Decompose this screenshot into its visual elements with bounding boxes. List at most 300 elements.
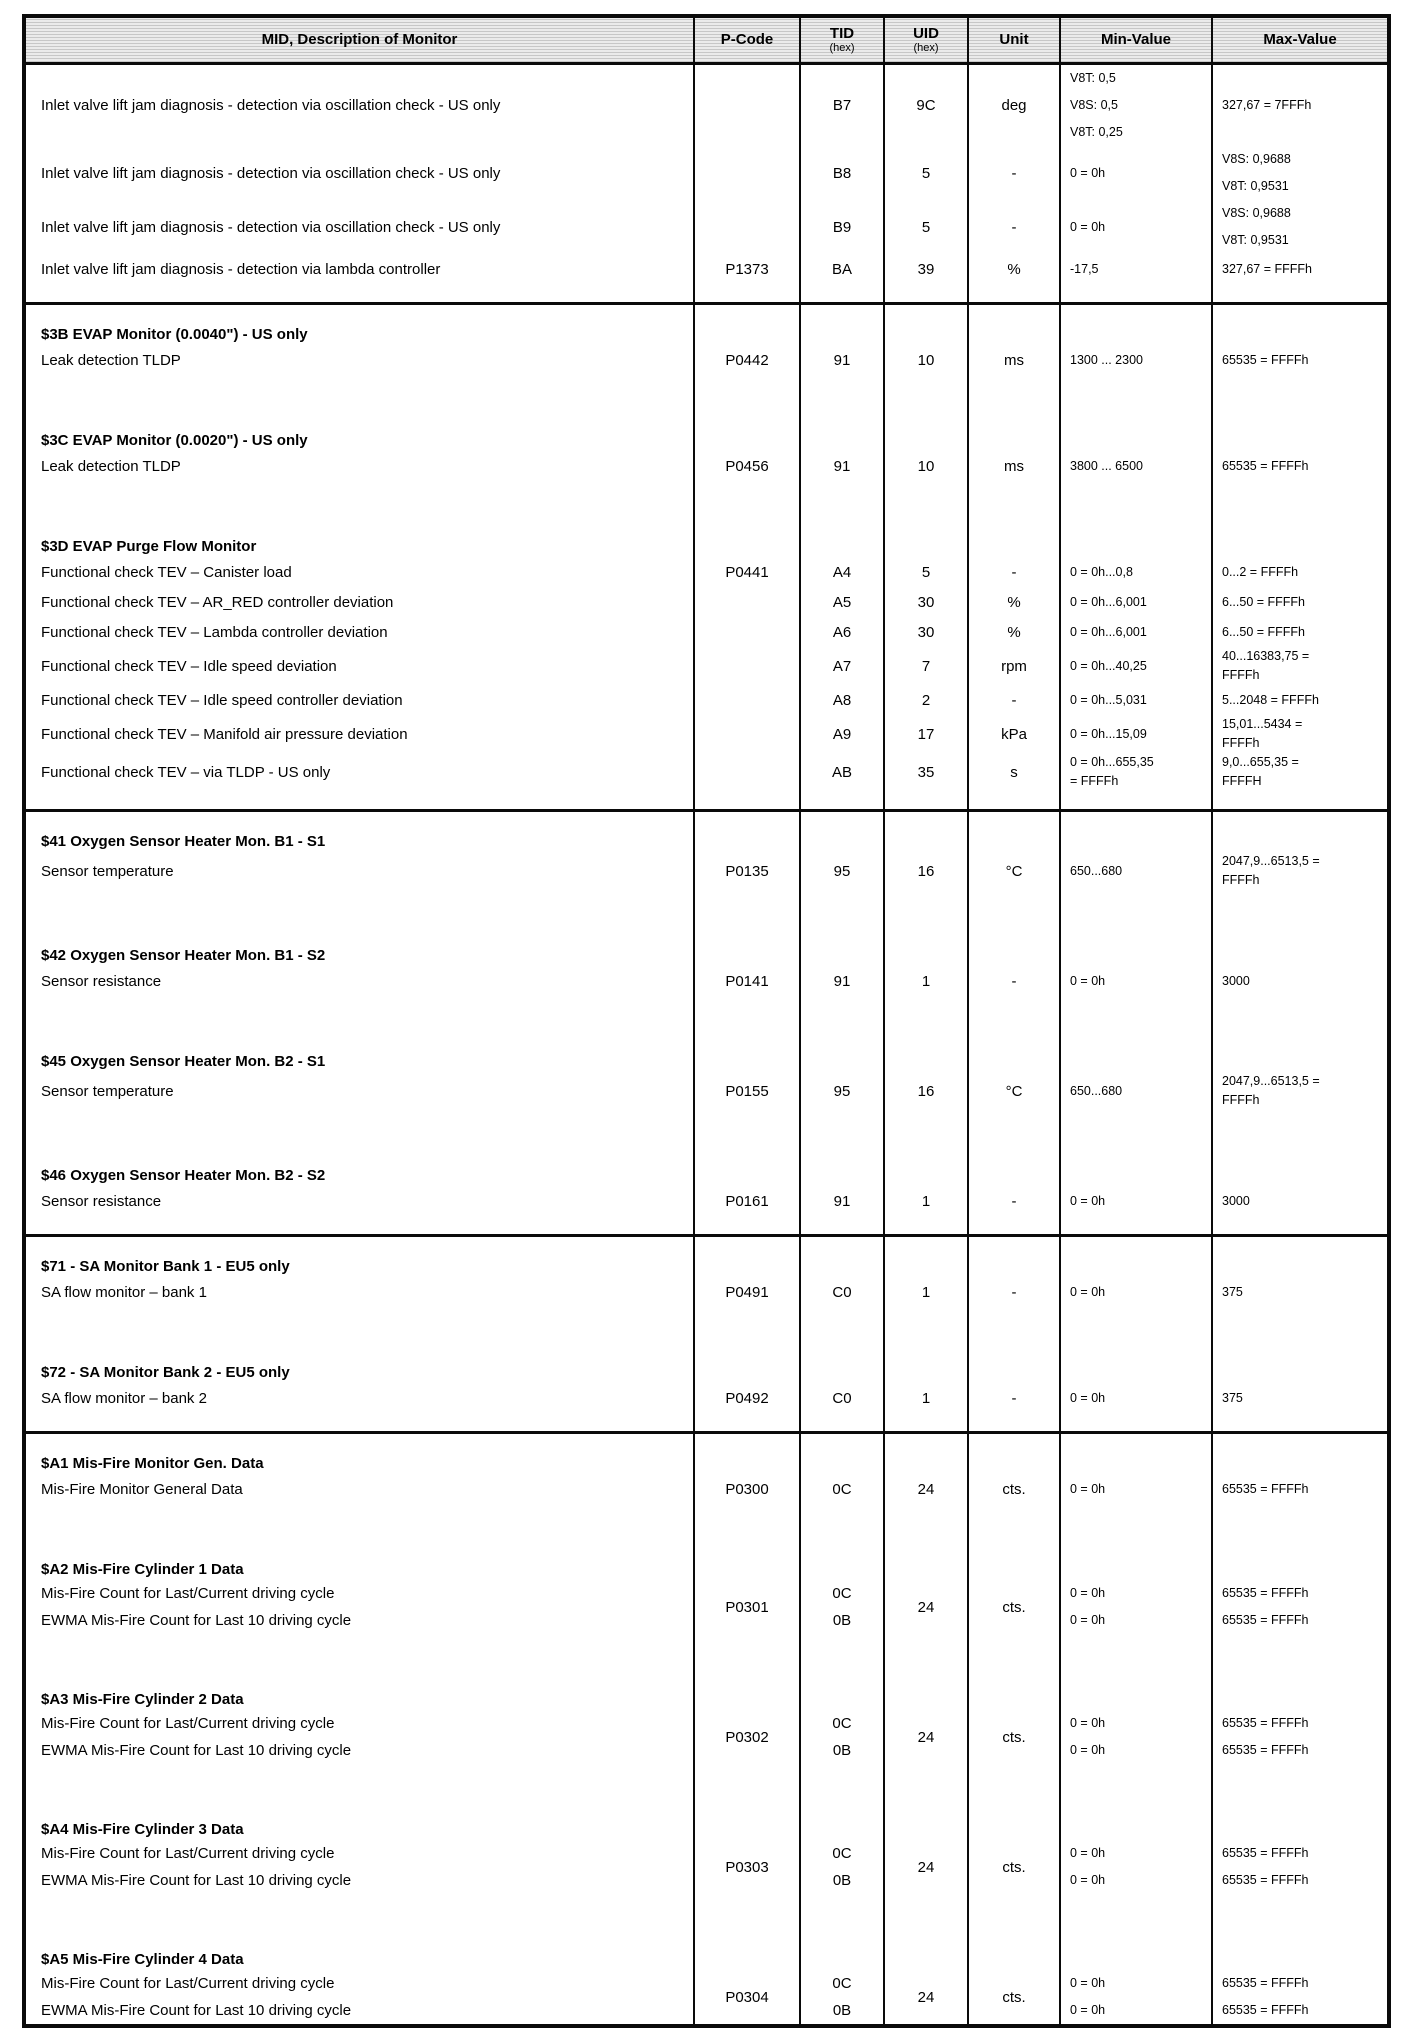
cell-pcode [694,146,800,200]
cell-max [1212,1504,1389,1540]
spacer-row [24,1216,1389,1236]
table-row [24,200,1389,254]
cell-line: Functional check TEV – Lambda controller deviation [41,623,388,641]
cell-min [1060,890,1212,926]
cell-tid [800,1343,884,1383]
cell-uid [884,1277,968,1307]
cell-min [1060,1840,1212,1894]
cell-uid [884,254,968,284]
table-row [24,345,1389,375]
col-header-description [24,16,694,64]
cell-line: A4 [832,563,852,581]
cell-line: 3000 [1222,973,1250,988]
table-row [24,966,1389,996]
cell-line: 24 [917,1988,935,2006]
cell-desc [24,1504,694,1540]
cell-min [1060,1970,1212,2026]
cell-min [1060,200,1212,254]
section-title: $45 Oxygen Sensor Heater Mon. B2 - S1 [41,1053,326,1070]
cell-tid [800,1474,884,1504]
cell-desc [24,647,694,685]
cell-line: 65535 = FFFFh [1222,458,1309,473]
cell-line: 375 [1222,1284,1243,1299]
cell-tid [800,1307,884,1343]
cell-uid [884,1186,968,1216]
section-title: $A3 Mis-Fire Cylinder 2 Data [41,1691,244,1708]
section-title: $72 - SA Monitor Bank 2 - EU5 only [41,1364,290,1381]
cell-max [1212,1764,1389,1800]
section-title: $A1 Mis-Fire Monitor Gen. Data [41,1455,264,1472]
cell-line: 1300 ... 2300 [1070,352,1143,367]
cell-pcode [694,1764,800,1800]
cell-unit [968,617,1060,647]
spacer-row [24,481,1389,517]
cell-line: 650...680 [1070,1083,1123,1098]
cell-uid [884,345,968,375]
cell-max [1212,1800,1389,1840]
cell-max [1212,557,1389,587]
cell-line: 30 [917,593,935,611]
cell-line: Mis-Fire Count for Last/Current driving cycle [41,1975,335,1992]
cell-max [1212,1236,1389,1278]
cell-tid [800,890,884,926]
section-title: $3D EVAP Purge Flow Monitor [41,538,257,555]
cell-pcode [694,811,800,853]
cell-min [1060,753,1212,791]
cell-pcode [694,1343,800,1383]
cell-line: 5 [921,164,931,182]
cell-uid [884,996,968,1032]
cell-line: C0 [832,1389,852,1407]
cell-tid [800,715,884,753]
cell-min [1060,1634,1212,1670]
cell-line: 2047,9...6513,5 = [1222,854,1320,868]
cell-pcode [694,1504,800,1540]
cell-max [1212,1930,1389,1970]
section-row [24,811,1389,853]
cell-line: 0 = 0h [1070,1481,1106,1496]
col-label: Max-Value [1263,31,1337,48]
cell-line: V8S: 0,5 [1070,98,1118,112]
cell-uid [884,617,968,647]
cell-desc [24,617,694,647]
cell-uid [884,1894,968,1930]
cell-line: P0441 [725,563,769,581]
cell-min [1060,1764,1212,1800]
cell-line: 40...16383,75 = [1222,649,1310,663]
cell-unit [968,345,1060,375]
cell-line: P0303 [725,1858,769,1876]
cell-line: - [1011,563,1017,581]
cell-tid [800,254,884,284]
cell-pcode [694,557,800,587]
cell-line: A7 [832,657,852,675]
cell-unit [968,1110,1060,1146]
col-label: P-Code [720,31,774,48]
cell-desc [24,1634,694,1670]
cell-desc [24,345,694,375]
col-sublabel: (hex) [829,42,855,54]
cell-unit [968,1710,1060,1764]
cell-line: 5...2048 = FFFFh [1222,692,1319,707]
cell-line: EWMA Mis-Fire Count for Last 10 driving cycle [41,1612,352,1629]
cell-tid [800,517,884,557]
cell-line: P0141 [725,972,769,990]
table-row [24,587,1389,617]
cell-line: 91 [833,1192,851,1210]
cell-desc [24,1146,694,1186]
cell-line: FFFFh [1222,1093,1260,1107]
cell-line: C0 [832,1283,852,1301]
cell-tid [800,1800,884,1840]
cell-line: P0442 [725,351,769,369]
cell-line: P0456 [725,457,769,475]
cell-pcode [694,715,800,753]
cell-max [1212,1970,1389,2026]
col-label: Min-Value [1100,31,1171,48]
cell-unit [968,811,1060,853]
cell-line: ms [1004,457,1024,475]
cell-min [1060,1894,1212,1930]
cell-unit [968,1216,1060,1236]
cell-tid [800,375,884,411]
cell-line: Functional check TEV – via TLDP - US only [41,763,331,781]
cell-uid [884,1032,968,1072]
cell-desc [24,1307,694,1343]
spacer-row [24,890,1389,926]
cell-desc [24,284,694,304]
cell-max [1212,1383,1389,1413]
cell-max [1212,811,1389,853]
cell-line: 0B [832,1742,852,1759]
cell-line: 24 [917,1480,935,1498]
cell-max [1212,1343,1389,1383]
cell-max [1212,411,1389,451]
table-row [24,617,1389,647]
table-row [24,146,1389,200]
cell-min [1060,557,1212,587]
cell-max [1212,1307,1389,1343]
cell-line: P0302 [725,1728,769,1746]
cell-desc [24,1894,694,1930]
cell-tid [800,811,884,853]
cell-desc [24,1110,694,1146]
table-row [24,647,1389,685]
cell-line: 65535 = FFFFh [1222,1613,1309,1627]
cell-tid [800,1433,884,1475]
cell-uid [884,811,968,853]
cell-pcode [694,1580,800,1634]
cell-pcode [694,791,800,811]
cell-line: FFFFh [1222,736,1260,750]
cell-min [1060,1186,1212,1216]
cell-uid [884,1307,968,1343]
cell-line: EWMA Mis-Fire Count for Last 10 driving cycle [41,2002,352,2019]
table-row [24,1474,1389,1504]
cell-pcode [694,617,800,647]
cell-min [1060,1146,1212,1186]
cell-uid [884,753,968,791]
cell-line: 16 [917,862,935,880]
cell-min [1060,411,1212,451]
section-row [24,926,1389,966]
cell-tid [800,284,884,304]
cell-desc [24,557,694,587]
cell-unit [968,1413,1060,1433]
cell-desc [24,1800,694,1840]
cell-line: 327,67 = FFFFh [1222,261,1312,276]
cell-desc [24,1383,694,1413]
cell-line: cts. [1002,1728,1026,1746]
cell-line: P0135 [725,862,769,880]
cell-uid [884,1413,968,1433]
cell-tid [800,996,884,1032]
cell-pcode [694,685,800,715]
cell-max [1212,254,1389,284]
cell-line: 0 = 0h [1070,219,1106,234]
table-row [24,64,1389,147]
cell-tid [800,1840,884,1894]
cell-line: - [1011,1192,1017,1210]
cell-line: 0C [832,1845,852,1862]
cell-unit [968,1343,1060,1383]
cell-pcode [694,1146,800,1186]
cell-unit [968,1970,1060,2026]
cell-unit [968,1277,1060,1307]
cell-uid [884,1634,968,1670]
cell-line: 0B [832,2002,852,2019]
cell-min [1060,1930,1212,1970]
cell-max [1212,852,1389,890]
cell-max [1212,200,1389,254]
cell-unit [968,1894,1060,1930]
cell-uid [884,1110,968,1146]
cell-pcode [694,517,800,557]
cell-uid [884,587,968,617]
section-title: $41 Oxygen Sensor Heater Mon. B1 - S1 [41,833,326,850]
cell-pcode [694,1670,800,1710]
cell-pcode [694,1433,800,1475]
cell-line: 0 = 0h [1070,1586,1106,1600]
cell-line: 0 = 0h [1070,1193,1106,1208]
monitor-table [22,14,1391,2028]
cell-unit [968,200,1060,254]
cell-unit [968,146,1060,200]
cell-line: V8T: 0,25 [1070,125,1123,139]
cell-min [1060,1383,1212,1413]
cell-desc [24,1764,694,1800]
cell-line: 0 = 0h [1070,1873,1106,1887]
cell-line: P1373 [725,260,769,278]
cell-tid [800,1930,884,1970]
cell-max [1212,451,1389,481]
cell-tid [800,1383,884,1413]
cell-line: Functional check TEV – Manifold air pressure deviation [41,725,408,743]
cell-line: 16 [917,1082,935,1100]
header-row [24,16,1389,64]
cell-line: A5 [832,593,852,611]
section-row [24,1930,1389,1970]
cell-min [1060,1474,1212,1504]
cell-line: - [1011,972,1017,990]
cell-uid [884,1383,968,1413]
cell-unit [968,753,1060,791]
cell-max [1212,64,1389,147]
cell-max [1212,617,1389,647]
cell-unit [968,1580,1060,1634]
cell-unit [968,685,1060,715]
section-row [24,411,1389,451]
cell-line: 65535 = FFFFh [1222,1481,1309,1496]
table-row [24,1072,1389,1110]
cell-max [1212,1634,1389,1670]
cell-line: 7 [921,657,931,675]
cell-uid [884,926,968,966]
cell-line: Inlet valve lift jam diagnosis - detection via lambda controller [41,260,441,278]
cell-max [1212,1840,1389,1894]
cell-line: % [1007,623,1021,641]
section-row [24,1433,1389,1475]
cell-line: 0 = 0h [1070,1390,1106,1405]
cell-tid [800,791,884,811]
spacer-row [24,791,1389,811]
cell-uid [884,146,968,200]
cell-desc [24,791,694,811]
cell-tid [800,1277,884,1307]
cell-line: 24 [917,1728,935,1746]
cell-tid [800,1413,884,1433]
cell-pcode [694,64,800,147]
cell-pcode [694,647,800,685]
cell-pcode [694,753,800,791]
cell-line: 0 = 0h [1070,1613,1106,1627]
cell-desc [24,996,694,1032]
cell-min [1060,1343,1212,1383]
cell-line: s [1010,763,1018,781]
cell-line: 6...50 = FFFFh [1222,594,1306,609]
cell-line: 0B [832,1872,852,1889]
cell-max [1212,685,1389,715]
cell-min [1060,481,1212,517]
cell-desc [24,481,694,517]
cell-pcode [694,1840,800,1894]
cell-tid [800,1216,884,1236]
cell-min [1060,1236,1212,1278]
cell-min [1060,1307,1212,1343]
cell-pcode [694,1800,800,1840]
cell-line: = FFFFh [1070,774,1119,788]
cell-tid [800,1634,884,1670]
cell-line: Sensor temperature [41,1082,174,1100]
cell-max [1212,1186,1389,1216]
cell-min [1060,1032,1212,1072]
cell-line: FFFFh [1222,668,1260,682]
cell-unit [968,1670,1060,1710]
cell-max [1212,753,1389,791]
cell-max [1212,1580,1389,1634]
spacer-row [24,996,1389,1032]
cell-uid [884,1433,968,1475]
cell-line: A6 [832,623,852,641]
cell-tid [800,146,884,200]
cell-pcode [694,1474,800,1504]
cell-pcode [694,1307,800,1343]
col-sublabel: (hex) [913,42,939,54]
cell-min [1060,996,1212,1032]
cell-line: 650...680 [1070,863,1123,878]
spacer-row [24,1504,1389,1540]
cell-uid [884,890,968,926]
cell-pcode [694,284,800,304]
section-row [24,1343,1389,1383]
cell-unit [968,1800,1060,1840]
cell-line: 0...2 = FFFFh [1222,564,1299,579]
section-title: $46 Oxygen Sensor Heater Mon. B2 - S2 [41,1167,326,1184]
cell-uid [884,791,968,811]
cell-line: 0 = 0h...0,8 [1070,564,1133,579]
cell-max [1212,1670,1389,1710]
cell-line: 3800 ... 6500 [1070,458,1143,473]
cell-tid [800,926,884,966]
cell-min [1060,587,1212,617]
cell-uid [884,1146,968,1186]
cell-pcode [694,1413,800,1433]
cell-line: rpm [1001,657,1027,675]
cell-uid [884,685,968,715]
cell-pcode [694,852,800,890]
cell-pcode [694,966,800,996]
cell-tid [800,966,884,996]
cell-tid [800,1764,884,1800]
cell-max [1212,517,1389,557]
spacer-row [24,1110,1389,1146]
table-header [24,16,1389,64]
cell-line: 10 [917,457,935,475]
cell-desc [24,753,694,791]
cell-line: Mis-Fire Monitor General Data [41,1480,243,1498]
cell-uid [884,451,968,481]
cell-max [1212,375,1389,411]
cell-line: B8 [832,164,852,182]
cell-tid [800,1032,884,1072]
cell-desc [24,811,694,853]
cell-line: 39 [917,260,935,278]
cell-tid [800,647,884,685]
spacer-row [24,1413,1389,1433]
cell-min [1060,685,1212,715]
cell-max [1212,587,1389,617]
cell-uid [884,64,968,147]
cell-unit [968,966,1060,996]
cell-line: cts. [1002,1598,1026,1616]
cell-min [1060,375,1212,411]
cell-desc [24,926,694,966]
cell-line: 0 = 0h [1070,1976,1106,1990]
cell-line: - [1011,1283,1017,1301]
section-title: $3B EVAP Monitor (0.0040") - US only [41,326,308,343]
cell-desc [24,1670,694,1710]
cell-line: 0 = 0h...15,09 [1070,726,1147,741]
cell-uid [884,1236,968,1278]
cell-uid [884,304,968,346]
section-title: $A4 Mis-Fire Cylinder 3 Data [41,1821,244,1838]
cell-uid [884,1474,968,1504]
cell-line: 0C [832,1480,852,1498]
cell-min [1060,1710,1212,1764]
cell-min [1060,791,1212,811]
cell-line: SA flow monitor – bank 2 [41,1389,207,1407]
cell-max [1212,966,1389,996]
